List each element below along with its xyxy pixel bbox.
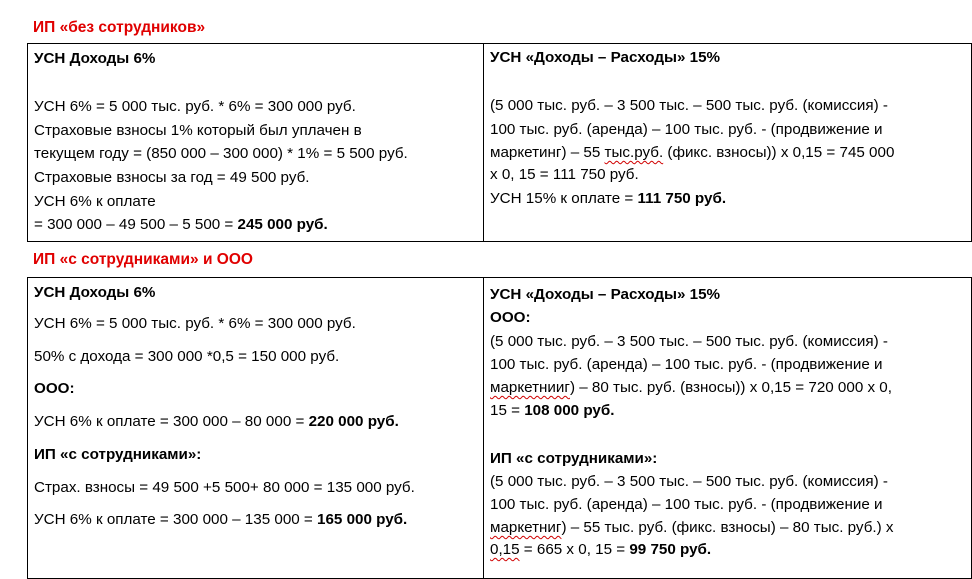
calc-text: = 300 000 – 49 500 – 5 500 = [34, 216, 238, 233]
result-value: 220 000 руб. [308, 413, 399, 430]
calc-line [490, 143, 894, 163]
result-value: 165 000 руб. [317, 511, 408, 528]
calc-text: ) – 80 тыс. руб. (взносы)) х 0,15 = 720 000 х 0, [569, 379, 892, 396]
calc-text: маркетинг) – 55 [490, 144, 605, 161]
spellcheck-word: маркетниг [490, 519, 562, 536]
calc-line: (5 000 тыс. руб. – 3 500 тыс. – 500 тыс. руб. (комиссия) - [490, 97, 888, 114]
cell-title: УСН Доходы 6% [34, 50, 156, 67]
calc-line [490, 518, 894, 538]
ooo-label: ООО: [34, 380, 75, 397]
section-heading-no-employees: ИП «без сотрудников» [33, 19, 206, 36]
cell-usn-income-expense-15 [484, 44, 972, 242]
calc-line: 50% с дохода = 300 000 *0,5 = 150 000 руб. [34, 348, 340, 365]
calc-text: (фикс. взносы)) х 0,15 = 745 000 [663, 144, 895, 161]
cell-usn-income-6 [28, 44, 484, 242]
spellcheck-word: маркетнииг [490, 379, 570, 396]
calc-line: (5 000 тыс. руб. – 3 500 тыс. – 500 тыс. руб. (комиссия) - [490, 333, 888, 350]
calc-text: = 665 х 0, 15 = [519, 541, 630, 558]
calc-text: УСН 15% к оплате = [490, 190, 638, 207]
calc-text: ) – 55 тыс. руб. (фикс. взносы) – 80 тыс. руб.) х [561, 519, 894, 536]
calc-line: УСН 6% к оплате [34, 193, 156, 210]
calc-text: 15 = [490, 402, 525, 419]
calc-result-line [490, 540, 711, 560]
calc-result-line [490, 401, 614, 421]
result-value: 111 750 руб. [637, 190, 727, 207]
result-value: 108 000 руб. [524, 402, 615, 419]
result-value: 245 000 руб. [237, 216, 328, 233]
calc-text: УСН 6% к оплате = 300 000 – 80 000 = [34, 413, 309, 430]
calc-line: х 0, 15 = 111 750 руб. [490, 166, 639, 183]
cell-usn-income-expense-15 [484, 278, 972, 579]
calc-line: УСН 6% = 5 000 тыс. руб. * 6% = 300 000 руб. [34, 315, 356, 332]
calc-line: 100 тыс. руб. (аренда) – 100 тыс. руб. - (продвижение и [490, 496, 883, 513]
calc-line: 100 тыс. руб. (аренда) – 100 тыс. руб. - (продвижение и [490, 121, 883, 138]
cell-title: УСН «Доходы – Расходы» 15% [490, 49, 721, 66]
result-value: 99 750 руб. [629, 541, 712, 558]
calc-result-line [34, 215, 328, 235]
calc-line: 100 тыс. руб. (аренда) – 100 тыс. руб. - (продвижение и [490, 356, 883, 373]
ip-label: ИП «с сотрудниками»: [34, 446, 202, 463]
spellcheck-word: тыс.руб. [604, 144, 664, 161]
calc-line: текущем году = (850 000 – 300 000) * 1% = 5 500 руб. [34, 145, 408, 162]
calc-line: (5 000 тыс. руб. – 3 500 тыс. – 500 тыс. руб. (комиссия) - [490, 473, 888, 490]
section-heading-with-employees: ИП «с сотрудниками» и ООО [33, 251, 253, 268]
spellcheck-word: 0,15 [490, 541, 520, 558]
calc-result-line [34, 510, 407, 530]
cell-usn-income-6 [28, 278, 484, 579]
calc-line: Страховые взносы за год = 49 500 руб. [34, 169, 310, 186]
table-with-employees [27, 277, 972, 579]
calc-line: УСН 6% = 5 000 тыс. руб. * 6% = 300 000 руб. [34, 98, 356, 115]
table-no-employees [27, 43, 972, 242]
ip-label: ИП «с сотрудниками»: [490, 450, 658, 467]
calc-line [490, 378, 892, 398]
calc-text: УСН 6% к оплате = 300 000 – 135 000 = [34, 511, 318, 528]
calc-line: Страховые взносы 1% который был уплачен в [34, 122, 362, 139]
cell-title: УСН Доходы 6% [34, 284, 156, 301]
ooo-label: ООО: [490, 309, 531, 326]
calc-result-line [490, 189, 726, 209]
calc-result-line [34, 412, 399, 432]
calc-line: Страх. взносы = 49 500 +5 500+ 80 000 = 135 000 руб. [34, 479, 415, 496]
cell-title: УСН «Доходы – Расходы» 15% [490, 286, 721, 303]
